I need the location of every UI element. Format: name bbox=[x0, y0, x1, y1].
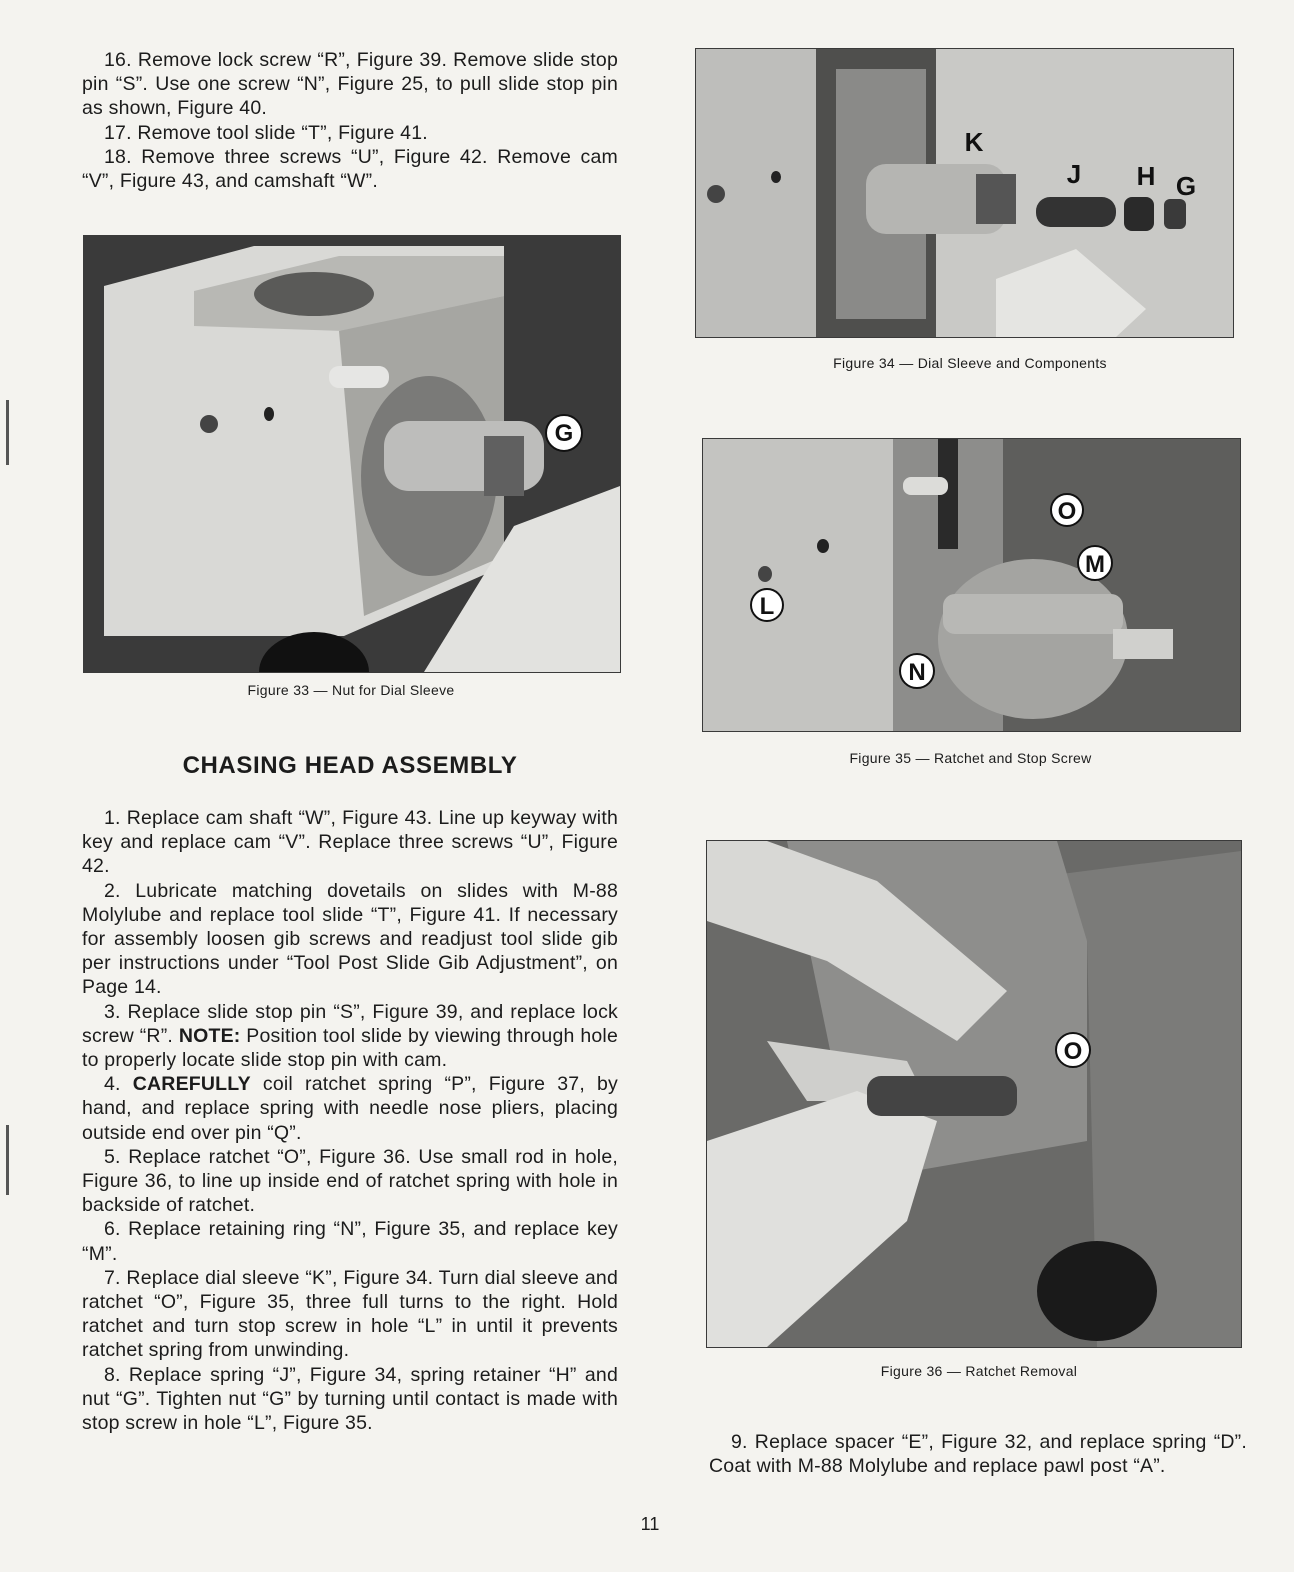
fig35-label-n: N bbox=[908, 659, 926, 686]
fig35-label-l: L bbox=[759, 593, 775, 620]
assembly-step-6: 6. Replace retaining ring “N”, Figure 35, and replace key “M”. bbox=[82, 1218, 618, 1265]
assembly-step-5: 5. Replace ratchet “O”, Figure 36. Use small rod in hole, Figure 36, to line up inside end of ratchet spring with hole in backside of ratchet. bbox=[82, 1145, 618, 1217]
figure-33-caption: Figure 33 — Nut for Dial Sleeve bbox=[247, 682, 455, 698]
figure-33-photo bbox=[83, 235, 621, 673]
fig34-label-j: J bbox=[1066, 159, 1082, 189]
fig33-label-g: G bbox=[554, 420, 574, 447]
fig35-label-m: M bbox=[1085, 551, 1105, 578]
page-number: 11 bbox=[640, 1514, 660, 1534]
figure-34-photo bbox=[695, 48, 1234, 338]
figure-36-photo bbox=[706, 840, 1242, 1348]
margin-mark bbox=[6, 1125, 9, 1195]
assembly-steps bbox=[82, 806, 618, 1435]
assembly-step-1: 1. Replace cam shaft “W”, Figure 43. Line up keyway with key and replace cam “V”. Replace three screws “U”, Figure 42. bbox=[82, 807, 618, 878]
fig36-label-o: O bbox=[1063, 1038, 1083, 1065]
section-heading: CHASING HEAD ASSEMBLY bbox=[182, 752, 518, 779]
step-17: 17. Remove tool slide “T”, Figure 41. bbox=[104, 121, 428, 144]
figure-35-photo bbox=[702, 438, 1241, 732]
assembly-step-9-block bbox=[709, 1430, 1247, 1478]
assembly-step-7: 7. Replace dial sleeve “K”, Figure 34. Turn dial sleeve and ratchet “O”, Figure 35, three full turns to the right. Hold ratchet and turn stop screw in hole “L” in until it prevents ratchet spring from unwinding. bbox=[82, 1266, 618, 1362]
figure-36-caption: Figure 36 — Ratchet Removal bbox=[880, 1363, 1078, 1379]
fig35-label-o: O bbox=[1057, 498, 1077, 525]
assembly-step-3: 3. Replace slide stop pin “S”, Figure 39, and replace lock screw “R”. NOTE: Position tool slide by viewing through hole to properly locate slide stop pin with cam. bbox=[82, 1000, 618, 1072]
assembly-step-4: 4. CAREFULLY coil ratchet spring “P”, Figure 37, by hand, and replace spring with needle nose pliers, placing outside end over pin “Q”. bbox=[82, 1073, 618, 1144]
step-18: 18. Remove three screws “U”, Figure 42. Remove cam “V”, Figure 43, and camshaft “W”. bbox=[82, 145, 618, 193]
assembly-step-2: 2. Lubricate matching dovetails on slides with M-88 Molylube and replace tool slide “T”, Figure 41. If necessary for assembly loosen gib screws and readjust tool slide gib per instructions under “Tool Post Slide Gib Adjustment”, on Page 14. bbox=[82, 879, 618, 999]
figure-34-caption: Figure 34 — Dial Sleeve and Components bbox=[833, 355, 1107, 371]
assembly-step-8: 8. Replace spring “J”, Figure 34, spring retainer “H” and nut “G”. Tighten nut “G” by turning until contact is made with stop screw in hole “L”, Figure 35. bbox=[82, 1363, 618, 1435]
fig34-label-g: G bbox=[1175, 171, 1197, 201]
margin-mark bbox=[6, 400, 9, 465]
fig34-label-k: K bbox=[964, 127, 984, 157]
fig34-label-h: H bbox=[1136, 161, 1156, 191]
assembly-step-9: 9. Replace spacer “E”, Figure 32, and replace spring “D”. Coat with M-88 Molylube and replace pawl post “A”. bbox=[709, 1431, 1247, 1478]
figure-35-caption: Figure 35 — Ratchet and Stop Screw bbox=[849, 750, 1092, 766]
step-16: 16. Remove lock screw “R”, Figure 39. Remove slide stop pin “S”. Use one screw “N”, Figure 25, to pull slide stop pin as shown, Figure 40. bbox=[82, 49, 618, 120]
intro-steps bbox=[82, 48, 618, 193]
